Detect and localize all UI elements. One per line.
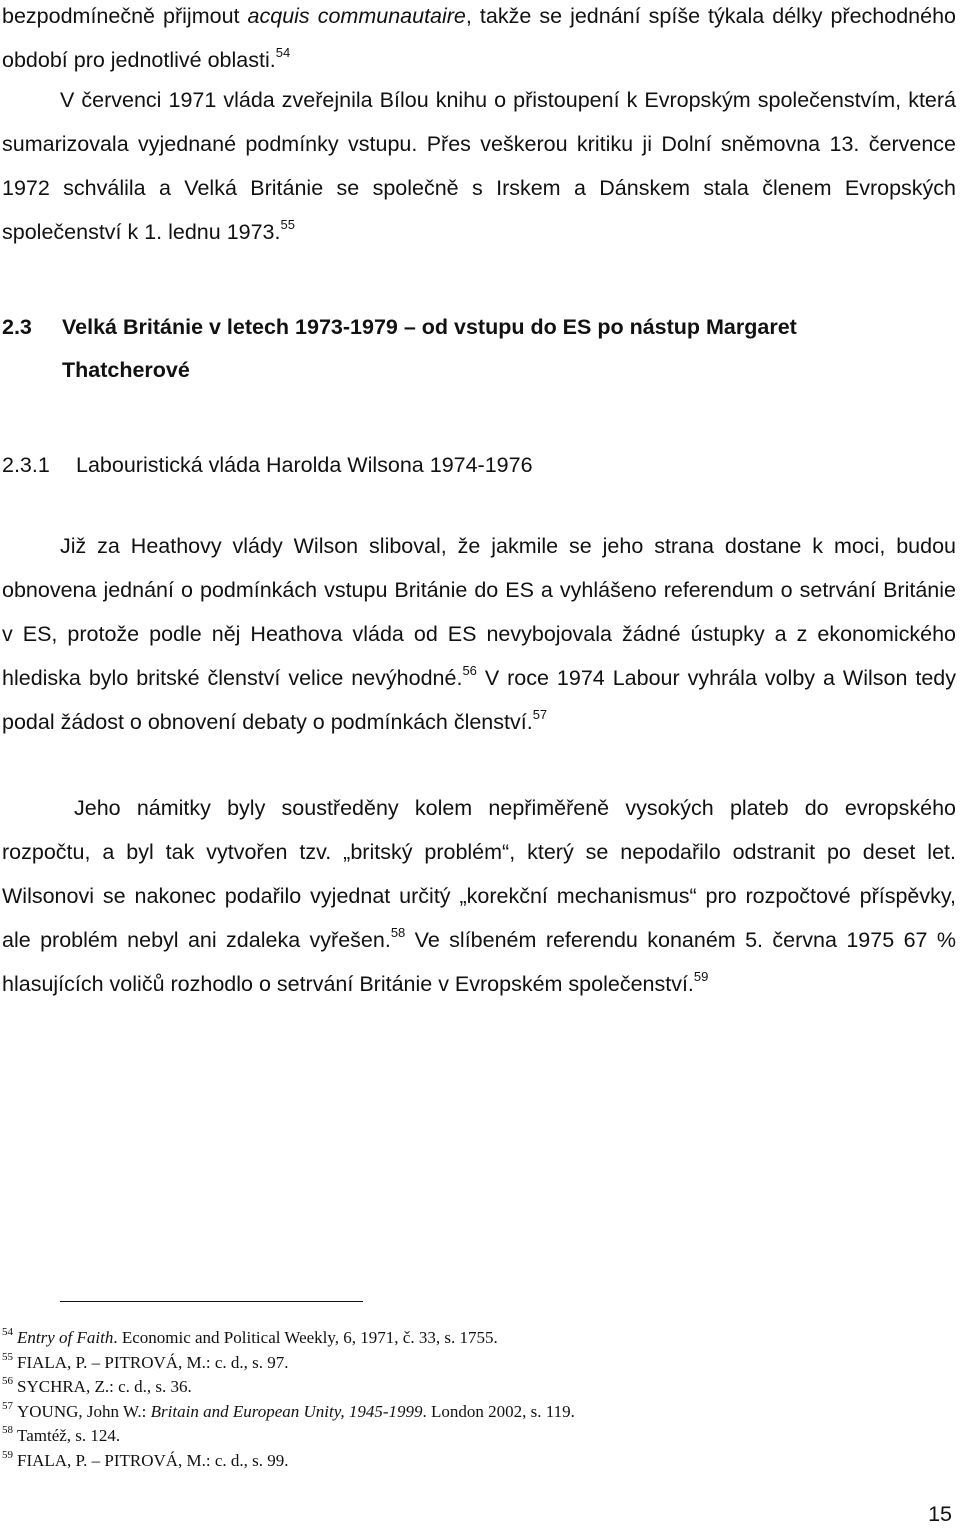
footnote-ref[interactable]: 55 bbox=[280, 216, 295, 232]
footnote: $^{59}$ FIALA, P. – PITROVÁ, M.: c. d., s. 99. bbox=[2, 1448, 289, 1470]
paragraph-3: Již za Heathovy vlády Wilson sliboval, že jakmile se jeho strana dostane k moci, budou obnovena jednání o podmínkách vstupu Británie do ES a vyhlášeno referendum o setrvání Británie v ES, protože podle něj Heathova vláda od ES nevybojovala žádné ústupky a z ekonomického hlediska bylo britské členství velice nevýhodné.$^{56}$ V roce 1974 Labour vyhrála volby a Wilson tedy podal žádost o obnovení debaty o podmínkách členství.$^{57}$ bbox=[2, 534, 957, 734]
footnote: $^{55}$ FIALA, P. – PITROVÁ, M.: c. d., s. 97. bbox=[2, 1350, 289, 1372]
section-heading bbox=[2, 306, 942, 392]
footnote-ref[interactable]: 57 bbox=[532, 706, 548, 722]
section-title: Velká Británie v letech 1973-1979 – od vstupu do ES po nástup Margaret Thatcherové bbox=[62, 315, 797, 382]
section-number: 2.3 bbox=[2, 315, 32, 339]
emphasis: acquis communautaire bbox=[247, 4, 466, 28]
footnote: $^{56}$ SYCHRA, Z.: c. d., s. 36. bbox=[2, 1375, 192, 1396]
footnote: $^{57}$ YOUNG, John W.: Britain and European Unity, 1945-1999. London 2002, s. 119. bbox=[2, 1399, 575, 1421]
paragraph-2: V červenci 1971 vláda zveřejnila Bílou knihu o přistoupení k Evropským společenstvím, která sumarizovala vyjednané podmínky vstupu. Přes veškerou kritiku ji Dolní sněmovna 13. července 1972 schválila a Velká Británie se společně s Irskem a Dánskem stala členem Evropských společenství k 1. lednu 1973.55 bbox=[2, 88, 956, 244]
paragraph-4: Jeho námitky byly soustředěny kolem nepřiměřeně vysokých plateb do evropského rozpočtu, a byl tak vytvořen tzv. „britský problém“, který se nepodařilo odstranit po deset let. Wilsonovi se nakonec podařilo vyjednat určitý „korekční mechanismus“ pro rozpočtové příspěvky, ale problém nebyl ani zdaleka vyřešen.$^{58}$ Ve slíbeném referendu konaném 5. června 1975 67 % hlasujících voličů rozhodlo o setrvání Británie v Evropském společenství.$^{59}$ bbox=[2, 796, 957, 996]
page-number: 15 bbox=[928, 1502, 952, 1526]
footnote-ref[interactable]: 59 bbox=[693, 968, 709, 984]
footnote-ref[interactable]: 58 bbox=[390, 924, 406, 940]
subsection-heading bbox=[2, 443, 533, 487]
subsection-title: Labouristická vláda Harolda Wilsona 1974-1976 bbox=[76, 453, 533, 477]
paragraph-1: bezpodmínečně přijmout acquis communautaire, takže se jednání spíše týkala délky přechodného období pro jednotlivé oblasti.$^{54}$ bbox=[2, 4, 956, 72]
footnotes bbox=[2, 1326, 575, 1473]
footnote: $^{54}$ Entry of Faith. Economic and Political Weekly, 6, 1971, č. 33, s. 1755. bbox=[2, 1326, 498, 1347]
footnote-ref[interactable]: 56 bbox=[462, 662, 477, 678]
footnote-separator bbox=[60, 1301, 363, 1302]
footnote: $^{58}$ Tamtéž, s. 124. bbox=[2, 1424, 121, 1445]
footnote-ref[interactable]: 54 bbox=[275, 44, 291, 60]
subsection-number: 2.3.1 bbox=[2, 453, 50, 477]
